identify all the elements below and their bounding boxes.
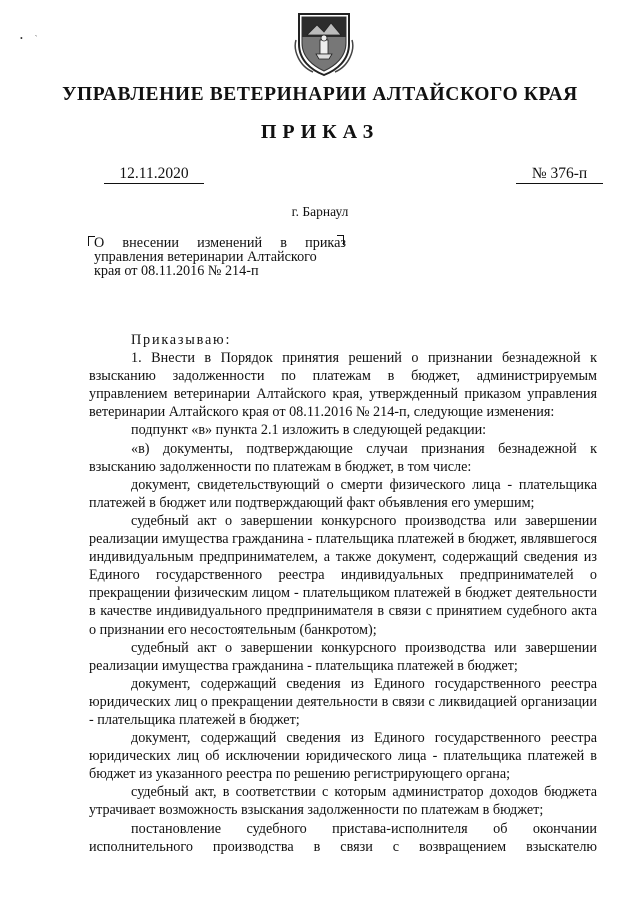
subject-line: края от 08.11.2016 № 214-п	[94, 263, 259, 279]
coat-of-arms-icon	[293, 10, 355, 78]
body-paragraph: «в) документы, подтверждающие случаи признания безнадежной к взысканию задолженности по платежам в бюджет, в том числе:	[89, 440, 597, 475]
body-paragraph: 1. Внести в Порядок принятия решений о признании безнадежной к взысканию задолженности по платежам в бюджет, администрируемым управлением ветеринарии Алтайского края, утвержденный приказом управления ветеринарии Алтайского края от 08.11.2016 № 214-п, следующие изменения:	[89, 350, 597, 421]
body-paragraph: судебный акт о завершении конкурсного производства или завершении реализации имущества гражданина - плательщика платежей в бюджет;	[89, 639, 597, 674]
body-paragraph: документ, свидетельствующий о смерти физического лица - плательщика платежей в бюджет или подтверждающий факт объявления его умершим;	[89, 476, 597, 511]
body-paragraph: судебный акт, в соответствии с которым администратор доходов бюджета утрачивает возможность взыскания задолженности по платежам в бюджет;	[89, 784, 597, 819]
order-subject	[94, 236, 346, 278]
body-paragraph: судебный акт о завершении конкурсного производства или завершении реализации имущества гражданина - плательщика платежей в бюджет, являвшегося индивидуальным предпринимателем, а также документ, содержащий сведения из Единого государственного реестра индивидуальных предпринимателей о прекращении физическим лицом - плательщиком платежей в бюджет деятельности в качестве индивидуального предпринимателя в связи с принятием судебного акта о признании его несостоятельным (банкротом);	[89, 512, 597, 638]
city: г. Барнаул	[291, 204, 349, 219]
order-body	[89, 331, 597, 856]
organization-title: УПРАВЛЕНИЕ ВЕТЕРИНАРИИ АЛТАЙСКОГО КРАЯ	[62, 84, 578, 105]
order-date: 12.11.2020	[104, 165, 204, 184]
body-paragraph: документ, содержащий сведения из Единого государственного реестра юридических лиц о прекращении деятельности в связи с ликвидацией организации - плательщика платежей в бюджет;	[89, 675, 597, 728]
body-paragraph: постановление судебного пристава-исполнителя об окончании исполнительного производства в связи с возвращением взыскателю	[89, 820, 597, 855]
order-number: № 376-п	[516, 165, 603, 184]
order-directive: Приказываю:	[131, 332, 232, 348]
subject-line: управления ветеринарии Алтайского	[94, 249, 317, 265]
document-type-title: ПРИКАЗ	[260, 121, 380, 143]
body-paragraph: подпункт «в» пункта 2.1 изложить в следующей редакции:	[131, 422, 487, 439]
body-paragraph: документ, содержащий сведения из Единого государственного реестра юридических лиц об исключении юридического лица - плательщика платежей в бюджет из указанного реестра по решению регистрирующего органа;	[89, 730, 597, 783]
scan-marks: • `	[20, 34, 38, 43]
subject-line: О внесении изменений в приказ	[94, 235, 346, 251]
